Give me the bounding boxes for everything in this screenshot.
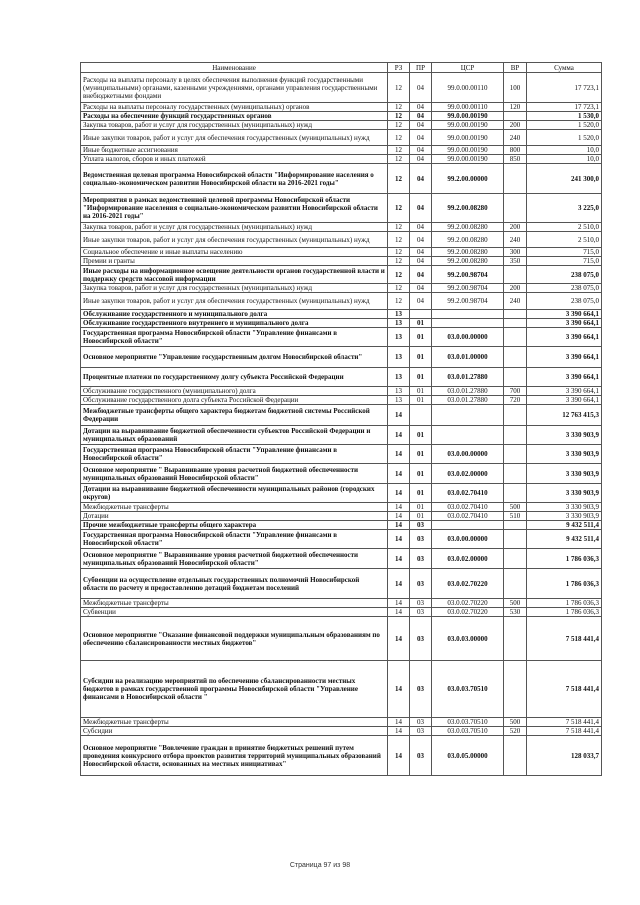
- cell-sum: 1 786 036,3: [527, 599, 602, 608]
- cell-name: Закупка товаров, работ и услуг для государственных (муниципальных) нужд: [81, 284, 388, 293]
- cell-rz: 14: [388, 521, 410, 530]
- table-row: [81, 503, 602, 512]
- cell-rz: 14: [388, 736, 410, 776]
- cell-csr: 03.0.02.70220: [432, 569, 504, 599]
- cell-name: Прочие межбюджетные трансферты общего характера: [81, 521, 388, 530]
- cell-pr: 04: [410, 146, 432, 155]
- cell-vr: 100: [504, 73, 527, 103]
- cell-sum: 3 330 903,9: [527, 445, 602, 464]
- cell-name: Межбюджетные трансферты: [81, 718, 388, 727]
- cell-vr: 510: [504, 512, 527, 521]
- cell-rz: 12: [388, 103, 410, 112]
- cell-rz: 13: [388, 387, 410, 396]
- cell-pr: 03: [410, 569, 432, 599]
- table-row: [81, 319, 602, 328]
- cell-pr: 01: [410, 512, 432, 521]
- table-header-row: [81, 63, 602, 73]
- cell-vr: [504, 736, 527, 776]
- cell-vr: [504, 426, 527, 445]
- cell-csr: 03.0.01.27880: [432, 368, 504, 387]
- cell-csr: 99.2.00.98704: [432, 293, 504, 310]
- cell-name: Закупка товаров, работ и услуг для государственных (муниципальных) нужд: [81, 121, 388, 130]
- table-row: [81, 727, 602, 736]
- cell-sum: 3 390 664,1: [527, 347, 602, 368]
- cell-sum: 1 520,0: [527, 130, 602, 146]
- cell-rz: 12: [388, 130, 410, 146]
- cell-csr: 03.0.00.00000: [432, 445, 504, 464]
- table-row: [81, 155, 602, 164]
- cell-vr: 520: [504, 727, 527, 736]
- cell-sum: 3 330 903,9: [527, 512, 602, 521]
- cell-vr: [504, 661, 527, 718]
- cell-rz: 12: [388, 223, 410, 232]
- cell-sum: 7 518 441,4: [527, 718, 602, 727]
- cell-pr: 04: [410, 248, 432, 257]
- cell-csr: 03.0.02.70410: [432, 503, 504, 512]
- cell-rz: 14: [388, 445, 410, 464]
- cell-pr: 03: [410, 608, 432, 617]
- cell-csr: 99.2.00.08280: [432, 223, 504, 232]
- cell-sum: 1 786 036,3: [527, 549, 602, 569]
- table-row: [81, 661, 602, 718]
- table-row: [81, 484, 602, 503]
- cell-name: Государственная программа Новосибирской области "Управление финансами в Новосибирской области": [81, 530, 388, 549]
- cell-sum: 1 786 036,3: [527, 569, 602, 599]
- cell-name: Межбюджетные трансферты: [81, 599, 388, 608]
- cell-rz: 12: [388, 155, 410, 164]
- cell-name: Расходы на выплаты персоналу в целях обеспечения выполнения функций государственными (муниципальными) органами, казенными учреждениями, органами управления государственными внебюджетными фондами: [81, 73, 388, 103]
- cell-csr: 03.0.02.70410: [432, 512, 504, 521]
- table-row: [81, 426, 602, 445]
- table-row: [81, 368, 602, 387]
- cell-sum: 3 330 903,9: [527, 464, 602, 484]
- cell-name: Государственная программа Новосибирской области "Управление финансами в Новосибирской области": [81, 445, 388, 464]
- table-row: [81, 266, 602, 284]
- header-rz: РЗ: [388, 63, 410, 73]
- cell-pr: 04: [410, 121, 432, 130]
- cell-name: Субсидии на реализацию мероприятий по обеспечению сбалансированности местных бюджетов в рамках государственной программы Новосибирской области "Управление финансами в Новосибирской области ": [81, 661, 388, 718]
- cell-sum: 3 330 903,9: [527, 503, 602, 512]
- cell-rz: 14: [388, 530, 410, 549]
- table-row: [81, 310, 602, 319]
- cell-sum: 715,0: [527, 248, 602, 257]
- cell-name: Иные закупки товаров, работ и услуг для обеспечения государственных (муниципальных) нужд: [81, 232, 388, 248]
- table-row: [81, 387, 602, 396]
- table-row: [81, 121, 602, 130]
- cell-csr: [432, 319, 504, 328]
- cell-pr: 03: [410, 661, 432, 718]
- cell-vr: 530: [504, 608, 527, 617]
- cell-rz: 14: [388, 484, 410, 503]
- cell-sum: 17 723,1: [527, 103, 602, 112]
- cell-csr: 99.0.00.00190: [432, 112, 504, 121]
- cell-rz: 14: [388, 661, 410, 718]
- cell-vr: [504, 266, 527, 284]
- cell-name: Уплата налогов, сборов и иных платежей: [81, 155, 388, 164]
- cell-csr: 99.0.00.00190: [432, 146, 504, 155]
- cell-name: Обслуживание государственного (муниципального) долга: [81, 387, 388, 396]
- cell-pr: [410, 405, 432, 426]
- cell-rz: 14: [388, 727, 410, 736]
- cell-vr: 850: [504, 155, 527, 164]
- cell-rz: 12: [388, 284, 410, 293]
- cell-name: Основное мероприятие "Управление государственным долгом Новосибирской области": [81, 347, 388, 368]
- cell-vr: [504, 464, 527, 484]
- cell-sum: 2 510,0: [527, 232, 602, 248]
- cell-vr: [504, 405, 527, 426]
- cell-csr: 03.0.00.00000: [432, 328, 504, 347]
- cell-sum: 7 518 441,4: [527, 661, 602, 718]
- table-row: [81, 328, 602, 347]
- budget-table: [80, 62, 602, 776]
- table-row: [81, 146, 602, 155]
- cell-pr: 04: [410, 284, 432, 293]
- cell-rz: 12: [388, 232, 410, 248]
- table-row: [81, 223, 602, 232]
- cell-vr: 240: [504, 293, 527, 310]
- cell-csr: [432, 521, 504, 530]
- cell-name: Дотации на выравнивание бюджетной обеспеченности муниципальных районов (городских округов): [81, 484, 388, 503]
- cell-csr: 99.2.00.08280: [432, 232, 504, 248]
- cell-pr: 01: [410, 464, 432, 484]
- cell-rz: 12: [388, 293, 410, 310]
- cell-name: Закупка товаров, работ и услуг для государственных (муниципальных) нужд: [81, 223, 388, 232]
- cell-pr: 01: [410, 328, 432, 347]
- cell-csr: 03.0.02.00000: [432, 464, 504, 484]
- table-row: [81, 130, 602, 146]
- table-row: [81, 599, 602, 608]
- table-row: [81, 248, 602, 257]
- cell-sum: 2 510,0: [527, 223, 602, 232]
- cell-rz: 13: [388, 396, 410, 405]
- cell-sum: 238 075,0: [527, 284, 602, 293]
- cell-rz: 13: [388, 310, 410, 319]
- cell-csr: 99.2.00.08280: [432, 257, 504, 266]
- cell-sum: 10,0: [527, 155, 602, 164]
- cell-pr: 01: [410, 319, 432, 328]
- header-csr: ЦСР: [432, 63, 504, 73]
- cell-name: Иные расходы на информационное освещение деятельности органов государственной власти и поддержку средств массовой информации: [81, 266, 388, 284]
- cell-csr: 99.0.00.00110: [432, 103, 504, 112]
- cell-vr: [504, 617, 527, 661]
- cell-csr: 99.2.00.00000: [432, 164, 504, 194]
- cell-rz: 12: [388, 121, 410, 130]
- cell-name: Основное мероприятие " Выравнивание уровня расчетной бюджетной обеспеченности муниципальных образований Новосибирской области": [81, 549, 388, 569]
- cell-vr: 700: [504, 387, 527, 396]
- cell-pr: 04: [410, 73, 432, 103]
- table-row: [81, 347, 602, 368]
- cell-rz: 12: [388, 146, 410, 155]
- cell-pr: 03: [410, 521, 432, 530]
- cell-pr: 04: [410, 164, 432, 194]
- table-row: [81, 549, 602, 569]
- cell-vr: 350: [504, 257, 527, 266]
- cell-sum: 7 518 441,4: [527, 617, 602, 661]
- cell-name: Субвенции на осуществление отдельных государственных полномочий Новосибирской области по расчету и предоставлению дотаций бюджетам поселений: [81, 569, 388, 599]
- cell-pr: 01: [410, 484, 432, 503]
- cell-csr: 03.0.01.27880: [432, 396, 504, 405]
- cell-sum: 3 390 664,1: [527, 368, 602, 387]
- cell-name: Межбюджетные трансферты: [81, 503, 388, 512]
- cell-pr: 01: [410, 503, 432, 512]
- table-body: [81, 73, 602, 776]
- cell-vr: 300: [504, 248, 527, 257]
- cell-csr: 03.0.05.00000: [432, 736, 504, 776]
- cell-name: Расходы на выплаты персоналу государственных (муниципальных) органов: [81, 103, 388, 112]
- cell-csr: 99.2.00.08280: [432, 248, 504, 257]
- cell-sum: 238 075,0: [527, 293, 602, 310]
- cell-rz: 14: [388, 503, 410, 512]
- cell-rz: 14: [388, 549, 410, 569]
- cell-pr: 03: [410, 549, 432, 569]
- cell-name: Обслуживание государственного внутреннего и муниципального долга: [81, 319, 388, 328]
- table-row: [81, 405, 602, 426]
- cell-pr: 01: [410, 387, 432, 396]
- table-row: [81, 512, 602, 521]
- cell-pr: 01: [410, 347, 432, 368]
- cell-name: Межбюджетные трансферты общего характера бюджетам бюджетной системы Российской Федерации: [81, 405, 388, 426]
- cell-rz: 13: [388, 347, 410, 368]
- cell-rz: 14: [388, 464, 410, 484]
- cell-sum: 3 390 664,1: [527, 328, 602, 347]
- cell-name: Основное мероприятие " Выравнивание уровня расчетной бюджетной обеспеченности муниципальных образований Новосибирской области": [81, 464, 388, 484]
- cell-csr: 03.0.02.00000: [432, 549, 504, 569]
- table-row: [81, 73, 602, 103]
- cell-csr: 03.0.03.70510: [432, 661, 504, 718]
- cell-vr: [504, 445, 527, 464]
- cell-sum: 7 518 441,4: [527, 727, 602, 736]
- cell-pr: 04: [410, 112, 432, 121]
- cell-name: Иные закупки товаров, работ и услуг для обеспечения государственных (муниципальных) нужд: [81, 130, 388, 146]
- table-row: [81, 736, 602, 776]
- cell-vr: [504, 484, 527, 503]
- cell-csr: 99.0.00.00190: [432, 130, 504, 146]
- cell-rz: 12: [388, 257, 410, 266]
- cell-vr: [504, 521, 527, 530]
- cell-vr: 500: [504, 718, 527, 727]
- cell-rz: 12: [388, 164, 410, 194]
- cell-vr: 200: [504, 121, 527, 130]
- cell-name: Премии и гранты: [81, 257, 388, 266]
- cell-pr: 01: [410, 445, 432, 464]
- table-row: [81, 608, 602, 617]
- cell-name: Субвенции: [81, 608, 388, 617]
- cell-rz: 14: [388, 426, 410, 445]
- cell-rz: 14: [388, 599, 410, 608]
- cell-vr: 120: [504, 103, 527, 112]
- cell-vr: [504, 194, 527, 223]
- cell-sum: 1 530,0: [527, 112, 602, 121]
- cell-csr: 03.0.01.00000: [432, 347, 504, 368]
- cell-rz: 13: [388, 319, 410, 328]
- cell-pr: 04: [410, 257, 432, 266]
- cell-vr: 200: [504, 223, 527, 232]
- cell-name: Дотации на выравнивание бюджетной обеспеченности субъектов Российской Федерации и муниципальных образований: [81, 426, 388, 445]
- cell-sum: 3 330 903,9: [527, 426, 602, 445]
- cell-vr: [504, 347, 527, 368]
- cell-csr: 03.0.02.70410: [432, 484, 504, 503]
- cell-pr: 03: [410, 530, 432, 549]
- cell-pr: 04: [410, 266, 432, 284]
- cell-csr: 99.2.00.98704: [432, 284, 504, 293]
- table-row: [81, 293, 602, 310]
- cell-name: Государственная программа Новосибирской области "Управление финансами в Новосибирской области": [81, 328, 388, 347]
- table-row: [81, 232, 602, 248]
- cell-pr: 03: [410, 718, 432, 727]
- cell-sum: 3 390 664,1: [527, 319, 602, 328]
- cell-sum: 3 390 664,1: [527, 310, 602, 319]
- cell-sum: 1 520,0: [527, 121, 602, 130]
- cell-vr: [504, 164, 527, 194]
- cell-vr: [504, 328, 527, 347]
- cell-name: Расходы на обеспечение функций государственных органов: [81, 112, 388, 121]
- cell-pr: 04: [410, 293, 432, 310]
- table-row: [81, 257, 602, 266]
- cell-rz: 14: [388, 569, 410, 599]
- cell-csr: 03.0.02.70220: [432, 599, 504, 608]
- cell-pr: 04: [410, 155, 432, 164]
- cell-vr: 500: [504, 599, 527, 608]
- cell-name: Основное мероприятие "Вовлечение граждан в принятие бюджетных решений путем проведения конкурсного отбора проектов развития территорий муниципальных образований Новосибирской области, основанных на местных инициативах": [81, 736, 388, 776]
- cell-rz: 12: [388, 248, 410, 257]
- cell-csr: 99.2.00.08280: [432, 194, 504, 223]
- table-row: [81, 464, 602, 484]
- cell-rz: 14: [388, 512, 410, 521]
- cell-rz: 14: [388, 617, 410, 661]
- cell-csr: 03.0.03.70510: [432, 718, 504, 727]
- table-row: [81, 194, 602, 223]
- header-vr: ВР: [504, 63, 527, 73]
- cell-rz: 13: [388, 368, 410, 387]
- cell-sum: 12 763 415,3: [527, 405, 602, 426]
- cell-csr: [432, 426, 504, 445]
- header-sum: Сумма: [527, 63, 602, 73]
- table-row: [81, 103, 602, 112]
- cell-rz: 12: [388, 194, 410, 223]
- cell-pr: 04: [410, 103, 432, 112]
- cell-rz: 14: [388, 405, 410, 426]
- cell-sum: 9 432 511,4: [527, 530, 602, 549]
- cell-sum: 128 033,7: [527, 736, 602, 776]
- cell-name: Иные закупки товаров, работ и услуг для обеспечения государственных (муниципальных) нужд: [81, 293, 388, 310]
- cell-sum: 3 390 664,1: [527, 396, 602, 405]
- table-row: [81, 530, 602, 549]
- table-row: [81, 569, 602, 599]
- header-name: Наименование: [81, 63, 388, 73]
- cell-name: Субсидии: [81, 727, 388, 736]
- cell-pr: 01: [410, 396, 432, 405]
- cell-pr: 03: [410, 599, 432, 608]
- table-row: [81, 284, 602, 293]
- cell-pr: 03: [410, 617, 432, 661]
- cell-pr: [410, 310, 432, 319]
- header-pr: ПР: [410, 63, 432, 73]
- cell-vr: [504, 530, 527, 549]
- cell-pr: 01: [410, 368, 432, 387]
- cell-sum: 3 225,0: [527, 194, 602, 223]
- page-footer: Страница 97 из 98: [289, 862, 351, 869]
- cell-name: Обслуживание государственного и муниципального долга: [81, 310, 388, 319]
- cell-vr: 720: [504, 396, 527, 405]
- cell-csr: 99.0.00.00110: [432, 73, 504, 103]
- cell-name: Обслуживание государственного долга субъекта Российской Федерации: [81, 396, 388, 405]
- cell-csr: 03.0.03.00000: [432, 617, 504, 661]
- cell-rz: 12: [388, 266, 410, 284]
- cell-rz: 13: [388, 328, 410, 347]
- cell-pr: 03: [410, 736, 432, 776]
- cell-csr: 03.0.02.70220: [432, 608, 504, 617]
- cell-sum: 3 390 664,1: [527, 387, 602, 396]
- table-row: [81, 164, 602, 194]
- cell-csr: 99.0.00.00190: [432, 155, 504, 164]
- cell-pr: 03: [410, 727, 432, 736]
- cell-name: Процентные платежи по государственному долгу субъекта Российской Федерации: [81, 368, 388, 387]
- cell-rz: 14: [388, 608, 410, 617]
- cell-name: Основное мероприятие "Оказание финансовой поддержки муниципальным образованиям по обеспечению сбалансированности местных бюджетов": [81, 617, 388, 661]
- cell-pr: 04: [410, 194, 432, 223]
- cell-csr: 03.0.00.00000: [432, 530, 504, 549]
- cell-name: Мероприятия в рамках ведомственной целевой программы Новосибирской области "Информирование населения о социально-экономическом развитии Новосибирской области на 2016-2021 годы": [81, 194, 388, 223]
- table-row: [81, 521, 602, 530]
- table-row: [81, 718, 602, 727]
- cell-vr: 240: [504, 130, 527, 146]
- cell-vr: 500: [504, 503, 527, 512]
- cell-sum: 241 300,0: [527, 164, 602, 194]
- cell-vr: [504, 112, 527, 121]
- cell-vr: [504, 319, 527, 328]
- cell-sum: 715,0: [527, 257, 602, 266]
- cell-rz: 14: [388, 718, 410, 727]
- cell-pr: 04: [410, 232, 432, 248]
- table-row: [81, 617, 602, 661]
- cell-sum: 10,0: [527, 146, 602, 155]
- cell-sum: 238 075,0: [527, 266, 602, 284]
- cell-csr: 03.0.03.70510: [432, 727, 504, 736]
- cell-vr: [504, 368, 527, 387]
- cell-sum: 3 330 903,9: [527, 484, 602, 503]
- table-row: [81, 396, 602, 405]
- cell-rz: 12: [388, 73, 410, 103]
- cell-vr: 240: [504, 232, 527, 248]
- cell-sum: 1 786 036,3: [527, 608, 602, 617]
- cell-csr: 99.0.00.00190: [432, 121, 504, 130]
- cell-vr: 200: [504, 284, 527, 293]
- cell-name: Дотации: [81, 512, 388, 521]
- cell-vr: [504, 549, 527, 569]
- cell-csr: 99.2.00.98704: [432, 266, 504, 284]
- cell-csr: [432, 405, 504, 426]
- table-row: [81, 445, 602, 464]
- cell-sum: 9 432 511,4: [527, 521, 602, 530]
- cell-pr: 01: [410, 426, 432, 445]
- cell-pr: 04: [410, 223, 432, 232]
- cell-csr: [432, 310, 504, 319]
- cell-vr: 800: [504, 146, 527, 155]
- cell-name: Социальное обеспечение и иные выплаты населению: [81, 248, 388, 257]
- cell-name: Иные бюджетные ассигнования: [81, 146, 388, 155]
- cell-vr: [504, 310, 527, 319]
- table-row: [81, 112, 602, 121]
- cell-vr: [504, 569, 527, 599]
- cell-csr: 03.0.01.27880: [432, 387, 504, 396]
- cell-pr: 04: [410, 130, 432, 146]
- cell-name: Ведомственная целевая программа Новосибирской области "Информирование населения о социально-экономическом развитии Новосибирской области на 2016-2021 годы": [81, 164, 388, 194]
- cell-rz: 12: [388, 112, 410, 121]
- cell-sum: 17 723,1: [527, 73, 602, 103]
